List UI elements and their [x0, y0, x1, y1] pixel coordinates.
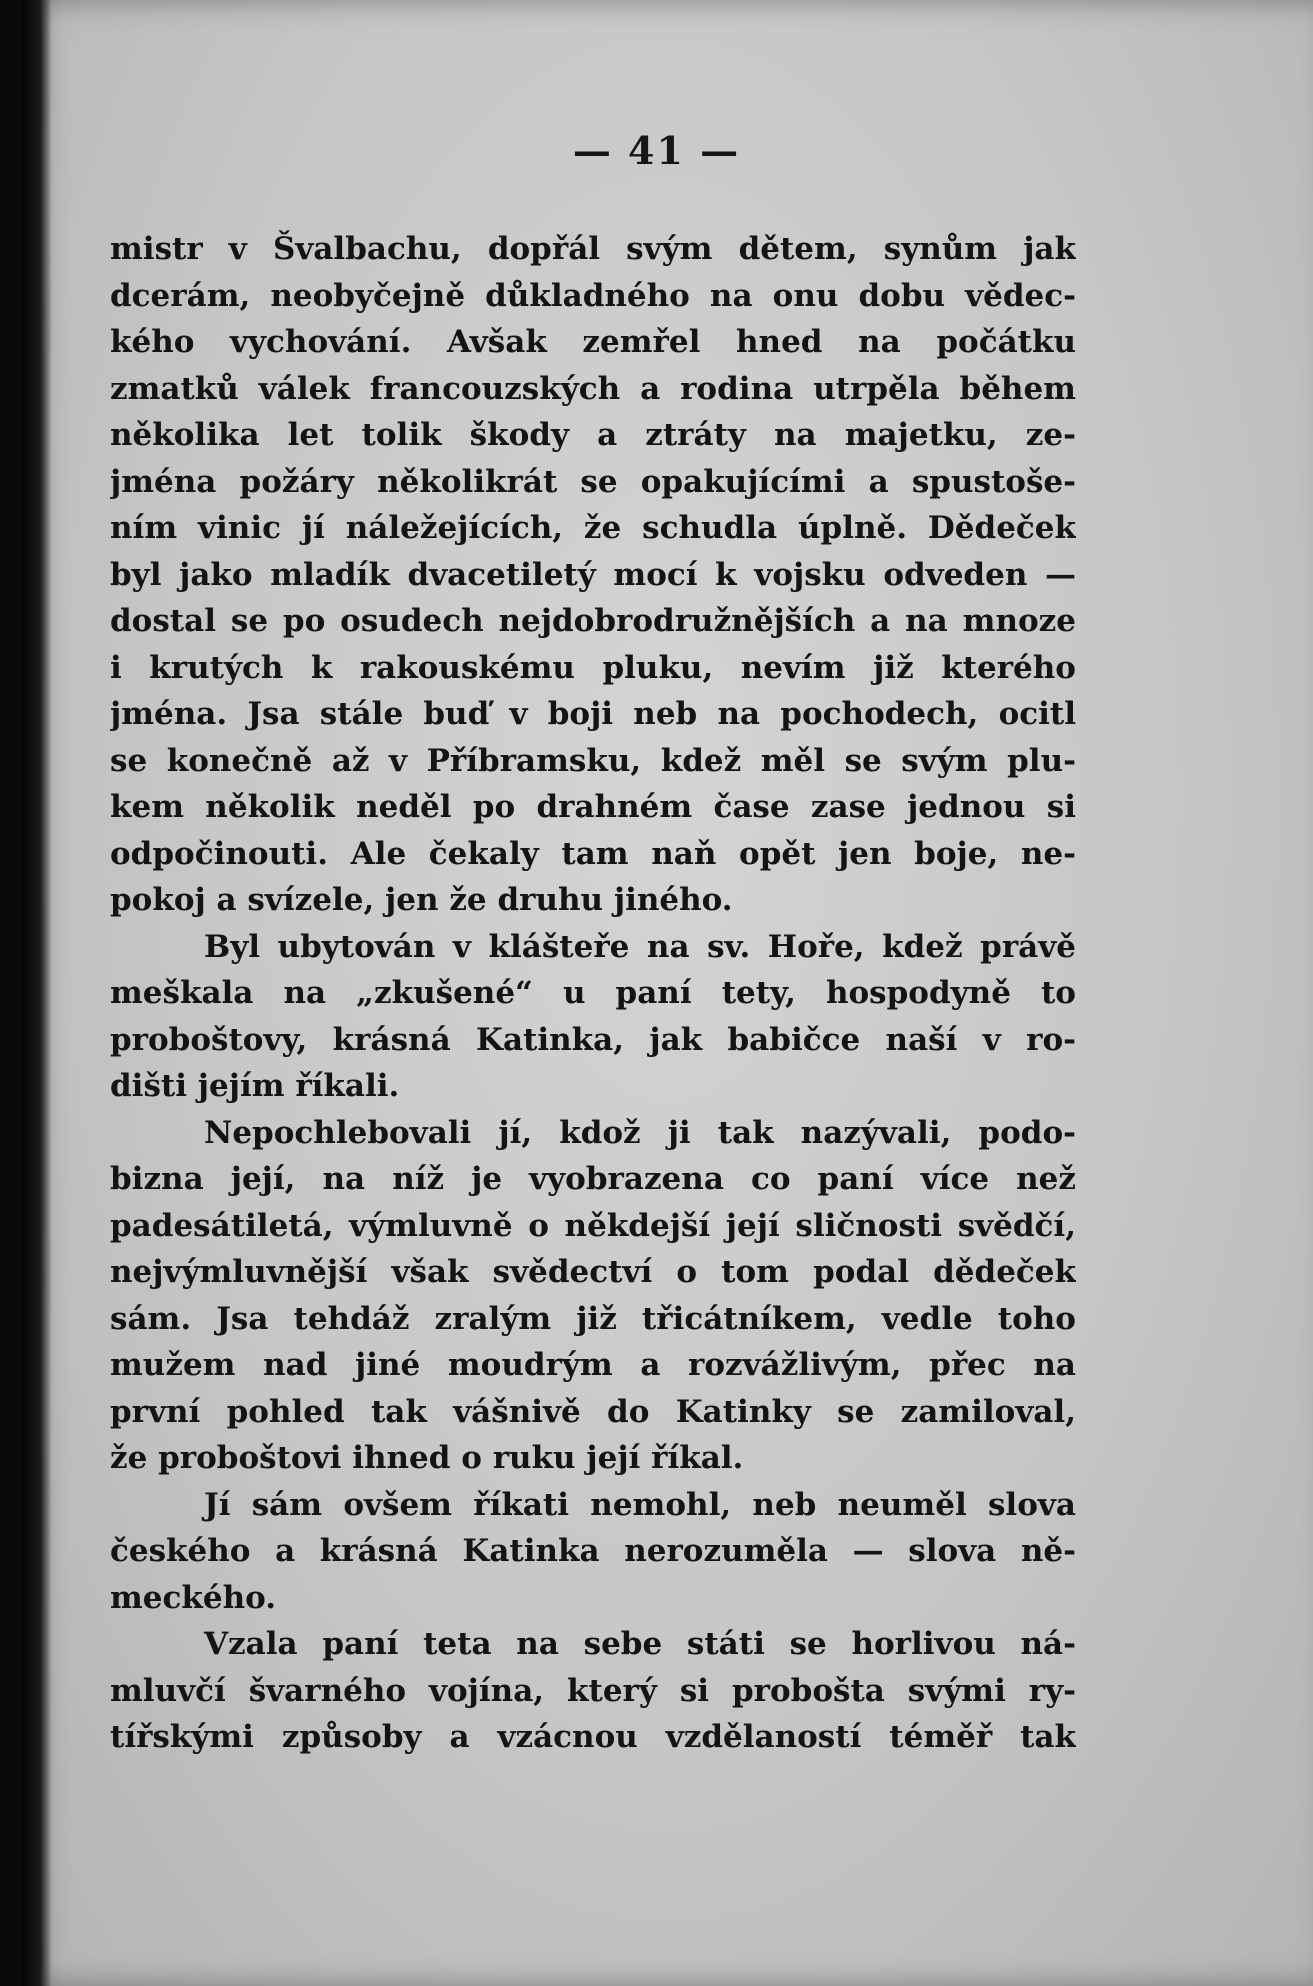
text-line: i krutých k rakouskému pluku, nevím již kterého: [110, 649, 1076, 686]
text-line: Vzala paní teta na sebe státi se horlivou ná-: [204, 1626, 1076, 1662]
text-line: mluvčí švarného vojína, který si probošta svými ry-: [110, 1672, 1076, 1709]
text-line: kem několik neděl po drahném čase zase jednou si: [110, 789, 1076, 825]
text-line: zmatků válek francouzských a rodina utrpěla během: [110, 370, 1076, 407]
text-line: dcerám, neobyčejně důkladného na onu dobu vědec-: [110, 277, 1076, 314]
text-line: dišti jejím říkali.: [110, 1068, 400, 1104]
text-line: Byl ubytován v klášteře na sv. Hoře, kdež právě: [204, 928, 1076, 965]
text-line: první pohled tak vášnivě do Katinky se zamiloval,: [110, 1393, 1076, 1430]
text-line: odpočinouti. Ale čekaly tam naň opět jen boje, ne-: [110, 835, 1076, 872]
body-text: [110, 226, 1076, 1761]
text-line: pokoj a svízele, jen že druhu jiného.: [110, 882, 733, 918]
text-line: proboštovy, krásná Katinka, jak babičce naší v ro-: [110, 1021, 1076, 1058]
text-line: bizna její, na níž je vyobrazena co paní více než: [110, 1161, 1076, 1197]
text-line: několika let tolik škody a ztráty na majetku, ze-: [110, 417, 1076, 453]
text-line: meškala na „zkušené“ u paní tety, hospodyně to: [110, 975, 1076, 1011]
text-line: kého vychování. Avšak zemřel hned na počátku: [110, 324, 1076, 360]
text-line: českého a krásná Katinka nerozuměla — slova ně-: [110, 1533, 1076, 1569]
text-line: nejvýmluvnější však svědectví o tom podal dědeček: [110, 1254, 1076, 1290]
text-line: jména. Jsa stále buď v boji neb na pochodech, ocitl: [110, 696, 1076, 732]
text-line: byl jako mladík dvacetiletý mocí k vojsku odveden —: [110, 556, 1076, 593]
text-line: padesátiletá, výmluvně o někdejší její sličnosti svědčí,: [110, 1207, 1076, 1244]
text-line: dostal se po osudech nejdobrodružnějších a na mnoze: [110, 603, 1076, 639]
page-left-edge: [22, 0, 52, 1986]
text-line: se konečně až v Příbramsku, kdež měl se svým plu-: [110, 742, 1076, 779]
text-line: mistr v Švalbachu, dopřál svým dětem, synům jak: [110, 231, 1076, 267]
page-number: — 41 —: [572, 128, 741, 173]
text-line: že proboštovi ihned o ruku její říkal.: [110, 1440, 744, 1476]
text-line: Nepochlebovali jí, kdož ji tak nazývali, podo-: [204, 1114, 1076, 1151]
text-line: tířskými způsoby a vzácnou vzdělaností téměř tak: [110, 1719, 1076, 1755]
text-line: mužem nad jiné moudrým a rozvážlivým, přec na: [110, 1347, 1076, 1383]
text-line: ním vinic jí náležejících, že schudla úplně. Dědeček: [110, 510, 1076, 546]
text-line: jména požáry několikrát se opakujícími a spustoše-: [110, 463, 1076, 500]
text-line: meckého.: [110, 1579, 277, 1616]
text-line: sám. Jsa tehdáž zralým již třicátníkem, vedle toho: [110, 1300, 1076, 1337]
text-line: Jí sám ovšem říkati nemohl, neb neuměl slova: [204, 1486, 1076, 1523]
